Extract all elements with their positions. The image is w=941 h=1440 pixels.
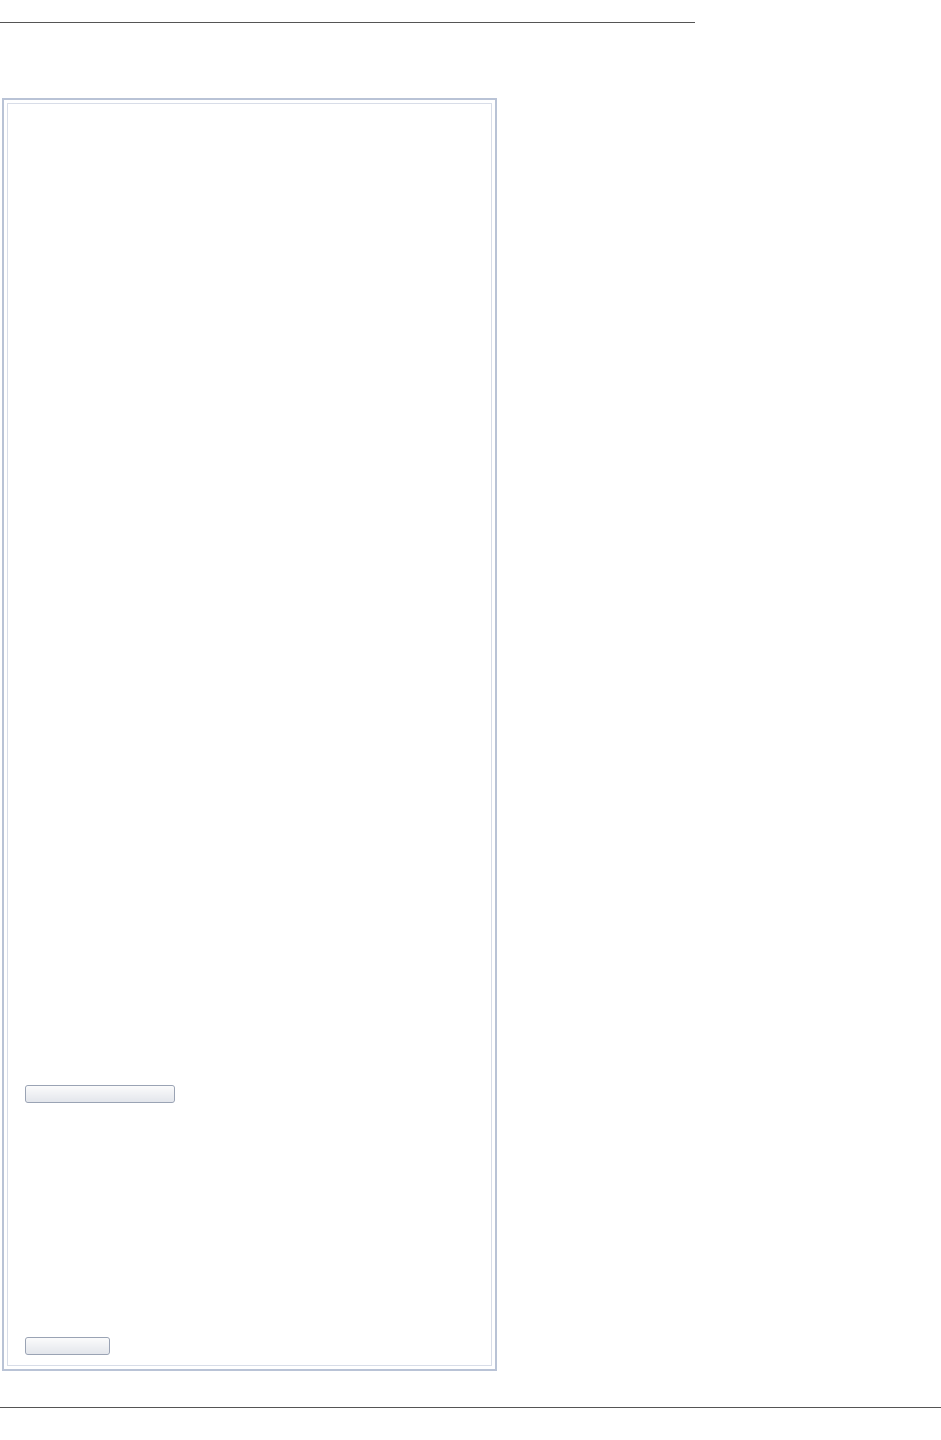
status-screenshot [2, 98, 497, 1371]
screenshot-frame [7, 103, 492, 1366]
bottom-rule [0, 1407, 941, 1408]
run-congestion-button[interactable] [25, 1085, 175, 1103]
clear-statistics-button[interactable] [25, 1337, 110, 1355]
top-rule [0, 22, 695, 23]
